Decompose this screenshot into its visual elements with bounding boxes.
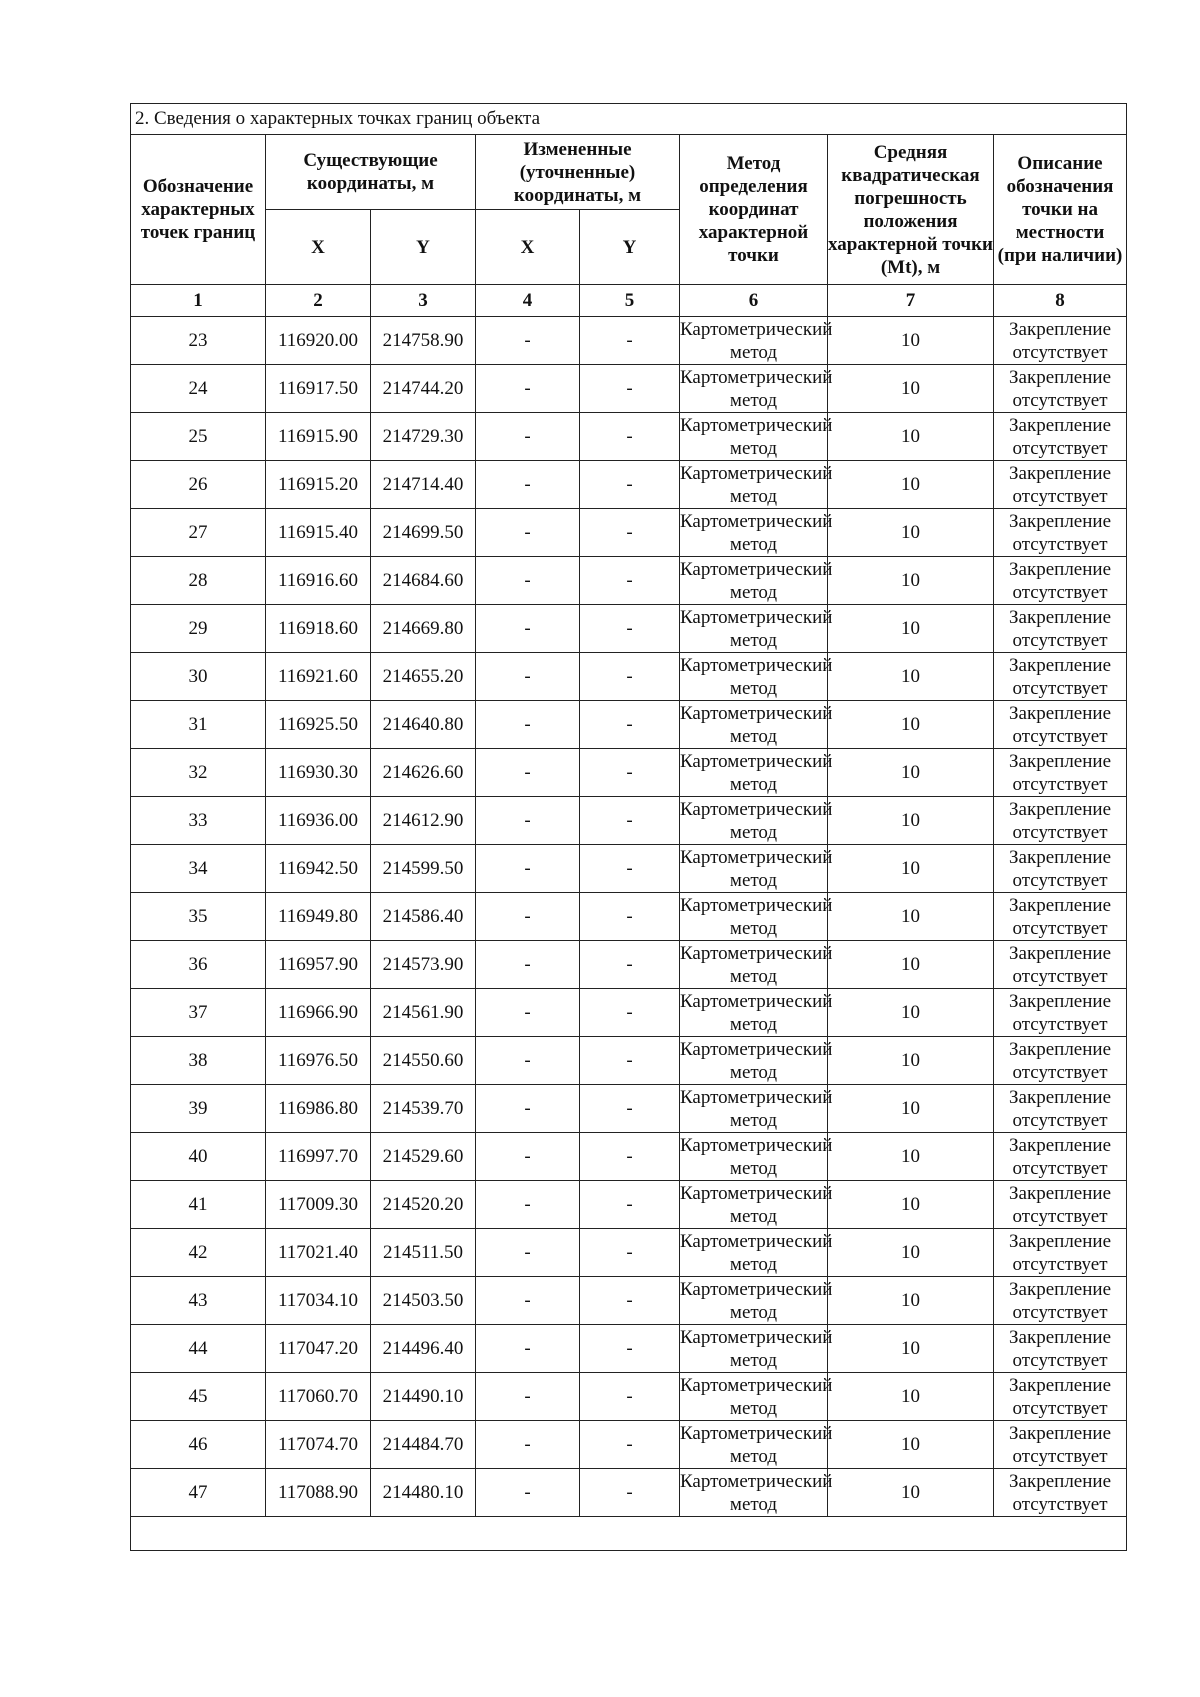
column-number: 1 [131, 285, 266, 317]
cell-error: 10 [828, 509, 994, 557]
cell-description: Закрепление отсутствует [994, 653, 1127, 701]
cell-point: 42 [131, 1229, 266, 1277]
cell-existing-y: 214586.40 [371, 893, 476, 941]
column-number: 8 [994, 285, 1127, 317]
cell-point: 36 [131, 941, 266, 989]
table-row [131, 893, 1127, 941]
table-row [131, 413, 1127, 461]
cell-method: Картометрический метод [680, 1326, 833, 1371]
column-number: 6 [680, 285, 828, 317]
cell-description: Закрепление отсутствует [994, 1421, 1127, 1469]
cell-changed-x: - [476, 701, 580, 749]
cell-changed-y: - [580, 1277, 680, 1325]
cell-error: 10 [828, 989, 994, 1037]
table-row [131, 941, 1127, 989]
cell-existing-y: 214640.80 [371, 701, 476, 749]
cell-changed-y: - [580, 1325, 680, 1373]
column-number: 3 [371, 285, 476, 317]
cell-point: 46 [131, 1421, 266, 1469]
cell-point: 24 [131, 365, 266, 413]
cell-point: 43 [131, 1277, 266, 1325]
table-row [131, 1133, 1127, 1181]
cell-method: Картометрический метод [680, 702, 833, 747]
table-row [131, 1277, 1127, 1325]
cell-existing-x: 116918.60 [266, 605, 371, 653]
table-row [131, 653, 1127, 701]
cell-existing-y: 214758.90 [371, 317, 476, 365]
table-body [131, 317, 1127, 1517]
cell-existing-x: 116917.50 [266, 365, 371, 413]
cell-method: Картометрический метод [680, 1374, 833, 1419]
cell-description: Закрепление отсутствует [994, 1229, 1127, 1277]
header-existing-coords: Существующие координаты, м [266, 135, 476, 210]
cell-existing-x: 116976.50 [266, 1037, 371, 1085]
cell-method: Картометрический метод [680, 558, 833, 603]
cell-existing-y: 214626.60 [371, 749, 476, 797]
cell-method: Картометрический метод [680, 1230, 833, 1275]
cell-existing-x: 116986.80 [266, 1085, 371, 1133]
cell-changed-x: - [476, 1421, 580, 1469]
table-row [131, 1469, 1127, 1517]
cell-changed-x: - [476, 1469, 580, 1517]
cell-changed-x: - [476, 749, 580, 797]
cell-point: 34 [131, 845, 266, 893]
cell-error: 10 [828, 1373, 994, 1421]
cell-error: 10 [828, 1133, 994, 1181]
table-row [131, 1085, 1127, 1133]
document-page [130, 103, 1126, 1551]
cell-point: 31 [131, 701, 266, 749]
cell-changed-x: - [476, 845, 580, 893]
cell-description: Закрепление отсутствует [994, 1037, 1127, 1085]
cell-error: 10 [828, 749, 994, 797]
cell-description: Закрепление отсутствует [994, 1133, 1127, 1181]
table-row [131, 1181, 1127, 1229]
cell-existing-x: 116936.00 [266, 797, 371, 845]
cell-description: Закрепление отсутствует [994, 701, 1127, 749]
cell-existing-y: 214699.50 [371, 509, 476, 557]
cell-description: Закрепление отсутствует [994, 413, 1127, 461]
cell-existing-x: 116920.00 [266, 317, 371, 365]
cell-description: Закрепление отсутствует [994, 1277, 1127, 1325]
cell-method: Картометрический метод [680, 1278, 833, 1323]
cell-changed-y: - [580, 1181, 680, 1229]
cell-changed-x: - [476, 1133, 580, 1181]
column-number: 7 [828, 285, 994, 317]
cell-existing-y: 214496.40 [371, 1325, 476, 1373]
table-row [131, 701, 1127, 749]
header-description: Описание обозначения точки на местности (при наличии) [994, 135, 1127, 285]
cell-changed-y: - [580, 1133, 680, 1181]
cell-existing-y: 214503.50 [371, 1277, 476, 1325]
cell-existing-y: 214573.90 [371, 941, 476, 989]
cell-changed-x: - [476, 797, 580, 845]
cell-error: 10 [828, 461, 994, 509]
cell-error: 10 [828, 413, 994, 461]
table-row [131, 797, 1127, 845]
cell-method: Картометрический метод [680, 318, 833, 363]
cell-description: Закрепление отсутствует [994, 1373, 1127, 1421]
cell-changed-y: - [580, 509, 680, 557]
cell-point: 45 [131, 1373, 266, 1421]
cell-point: 33 [131, 797, 266, 845]
cell-existing-y: 214511.50 [371, 1229, 476, 1277]
cell-error: 10 [828, 653, 994, 701]
cell-existing-x: 116915.20 [266, 461, 371, 509]
header-error: Средняя квадратическая погрешность положения характерной точки (Mt), м [828, 135, 994, 285]
header-point: Обозначение характерных точек границ [131, 135, 266, 285]
cell-changed-x: - [476, 1325, 580, 1373]
table-footer-empty [131, 1517, 1127, 1551]
table-row [131, 1229, 1127, 1277]
table-row [131, 1373, 1127, 1421]
cell-changed-y: - [580, 1469, 680, 1517]
cell-existing-y: 214539.70 [371, 1085, 476, 1133]
cell-point: 29 [131, 605, 266, 653]
cell-method: Картометрический метод [680, 1086, 833, 1131]
table-row [131, 365, 1127, 413]
cell-changed-y: - [580, 1421, 680, 1469]
header-existing-x: X [266, 210, 371, 285]
cell-existing-x: 116942.50 [266, 845, 371, 893]
cell-method: Картометрический метод [680, 990, 833, 1035]
cell-changed-y: - [580, 605, 680, 653]
cell-changed-x: - [476, 989, 580, 1037]
cell-changed-y: - [580, 749, 680, 797]
cell-existing-x: 116915.90 [266, 413, 371, 461]
cell-method: Картометрический метод [680, 1134, 833, 1179]
cell-error: 10 [828, 1277, 994, 1325]
cell-existing-x: 117047.20 [266, 1325, 371, 1373]
cell-description: Закрепление отсутствует [994, 845, 1127, 893]
cell-description: Закрепление отсутствует [994, 557, 1127, 605]
cell-error: 10 [828, 797, 994, 845]
cell-description: Закрепление отсутствует [994, 1085, 1127, 1133]
cell-error: 10 [828, 605, 994, 653]
cell-changed-x: - [476, 509, 580, 557]
cell-existing-y: 214484.70 [371, 1421, 476, 1469]
boundary-points-table [130, 103, 1127, 1551]
header-changed-coords: Измененные (уточненные) координаты, м [476, 135, 680, 210]
cell-error: 10 [828, 1181, 994, 1229]
cell-method: Картометрический метод [680, 942, 833, 987]
table-row [131, 989, 1127, 1037]
cell-description: Закрепление отсутствует [994, 1181, 1127, 1229]
cell-method: Картометрический метод [680, 366, 833, 411]
cell-method: Картометрический метод [680, 510, 833, 555]
cell-existing-x: 116997.70 [266, 1133, 371, 1181]
cell-point: 32 [131, 749, 266, 797]
cell-method: Картометрический метод [680, 750, 833, 795]
column-number: 2 [266, 285, 371, 317]
cell-existing-y: 214490.10 [371, 1373, 476, 1421]
cell-error: 10 [828, 1469, 994, 1517]
cell-existing-y: 214669.80 [371, 605, 476, 653]
cell-existing-y: 214561.90 [371, 989, 476, 1037]
cell-point: 44 [131, 1325, 266, 1373]
cell-description: Закрепление отсутствует [994, 749, 1127, 797]
cell-method: Картометрический метод [680, 462, 833, 507]
cell-existing-x: 116949.80 [266, 893, 371, 941]
cell-existing-x: 117088.90 [266, 1469, 371, 1517]
table-row [131, 461, 1127, 509]
cell-point: 41 [131, 1181, 266, 1229]
cell-error: 10 [828, 701, 994, 749]
cell-existing-x: 116916.60 [266, 557, 371, 605]
cell-existing-y: 214684.60 [371, 557, 476, 605]
cell-changed-x: - [476, 461, 580, 509]
cell-point: 26 [131, 461, 266, 509]
cell-error: 10 [828, 557, 994, 605]
cell-changed-x: - [476, 1373, 580, 1421]
cell-description: Закрепление отсутствует [994, 797, 1127, 845]
cell-description: Закрепление отсутствует [994, 365, 1127, 413]
cell-point: 28 [131, 557, 266, 605]
cell-existing-y: 214612.90 [371, 797, 476, 845]
cell-error: 10 [828, 317, 994, 365]
cell-changed-y: - [580, 893, 680, 941]
table-row [131, 749, 1127, 797]
table-row [131, 605, 1127, 653]
cell-changed-y: - [580, 557, 680, 605]
cell-method: Картометрический метод [680, 894, 833, 939]
cell-description: Закрепление отсутствует [994, 1469, 1127, 1517]
cell-method: Картометрический метод [680, 414, 833, 459]
cell-changed-x: - [476, 1085, 580, 1133]
header-existing-y: Y [371, 210, 476, 285]
cell-existing-x: 116925.50 [266, 701, 371, 749]
cell-changed-x: - [476, 1277, 580, 1325]
cell-existing-x: 116957.90 [266, 941, 371, 989]
cell-existing-x: 116921.60 [266, 653, 371, 701]
cell-description: Закрепление отсутствует [994, 893, 1127, 941]
cell-existing-y: 214480.10 [371, 1469, 476, 1517]
cell-method: Картометрический метод [680, 846, 833, 891]
cell-existing-y: 214520.20 [371, 1181, 476, 1229]
cell-method: Картометрический метод [680, 1182, 833, 1227]
cell-changed-x: - [476, 893, 580, 941]
cell-changed-y: - [580, 1085, 680, 1133]
cell-changed-x: - [476, 365, 580, 413]
cell-changed-y: - [580, 797, 680, 845]
column-number-row [131, 285, 1127, 317]
cell-changed-x: - [476, 1229, 580, 1277]
cell-changed-y: - [580, 413, 680, 461]
cell-point: 38 [131, 1037, 266, 1085]
cell-description: Закрепление отсутствует [994, 941, 1127, 989]
cell-error: 10 [828, 845, 994, 893]
cell-changed-y: - [580, 989, 680, 1037]
cell-existing-x: 117074.70 [266, 1421, 371, 1469]
cell-method: Картометрический метод [680, 798, 833, 843]
cell-existing-x: 117060.70 [266, 1373, 371, 1421]
table-row [131, 845, 1127, 893]
cell-method: Картометрический метод [680, 1470, 833, 1515]
cell-changed-y: - [580, 461, 680, 509]
cell-error: 10 [828, 893, 994, 941]
cell-point: 35 [131, 893, 266, 941]
table-row [131, 557, 1127, 605]
cell-changed-x: - [476, 317, 580, 365]
cell-existing-x: 117021.40 [266, 1229, 371, 1277]
cell-point: 39 [131, 1085, 266, 1133]
cell-point: 37 [131, 989, 266, 1037]
cell-changed-x: - [476, 1037, 580, 1085]
column-number: 5 [580, 285, 680, 317]
cell-error: 10 [828, 365, 994, 413]
cell-existing-y: 214529.60 [371, 1133, 476, 1181]
cell-point: 25 [131, 413, 266, 461]
cell-existing-y: 214655.20 [371, 653, 476, 701]
table-row [131, 509, 1127, 557]
cell-error: 10 [828, 941, 994, 989]
cell-error: 10 [828, 1085, 994, 1133]
cell-changed-y: - [580, 1037, 680, 1085]
cell-existing-x: 116930.30 [266, 749, 371, 797]
cell-error: 10 [828, 1421, 994, 1469]
table-row [131, 1325, 1127, 1373]
cell-existing-x: 116915.40 [266, 509, 371, 557]
cell-existing-y: 214744.20 [371, 365, 476, 413]
cell-error: 10 [828, 1037, 994, 1085]
header-changed-x: X [476, 210, 580, 285]
cell-changed-y: - [580, 1373, 680, 1421]
cell-method: Картометрический метод [680, 1038, 833, 1083]
cell-existing-x: 116966.90 [266, 989, 371, 1037]
header-changed-y: Y [580, 210, 680, 285]
cell-changed-y: - [580, 653, 680, 701]
cell-point: 40 [131, 1133, 266, 1181]
cell-description: Закрепление отсутствует [994, 317, 1127, 365]
cell-changed-y: - [580, 1229, 680, 1277]
table-row [131, 1421, 1127, 1469]
cell-changed-y: - [580, 365, 680, 413]
cell-existing-y: 214729.30 [371, 413, 476, 461]
column-number: 4 [476, 285, 580, 317]
cell-description: Закрепление отсутствует [994, 989, 1127, 1037]
cell-existing-y: 214550.60 [371, 1037, 476, 1085]
cell-description: Закрепление отсутствует [994, 1325, 1127, 1373]
cell-changed-x: - [476, 653, 580, 701]
cell-changed-y: - [580, 845, 680, 893]
cell-changed-y: - [580, 701, 680, 749]
cell-changed-x: - [476, 1181, 580, 1229]
cell-changed-x: - [476, 413, 580, 461]
cell-existing-y: 214714.40 [371, 461, 476, 509]
cell-changed-x: - [476, 557, 580, 605]
cell-point: 23 [131, 317, 266, 365]
cell-point: 47 [131, 1469, 266, 1517]
cell-method: Картометрический метод [680, 1422, 833, 1467]
cell-error: 10 [828, 1325, 994, 1373]
cell-description: Закрепление отсутствует [994, 509, 1127, 557]
header-method: Метод определения координат характерной точки [680, 135, 828, 285]
cell-existing-x: 117009.30 [266, 1181, 371, 1229]
cell-existing-y: 214599.50 [371, 845, 476, 893]
cell-point: 30 [131, 653, 266, 701]
cell-method: Картометрический метод [680, 654, 833, 699]
cell-existing-x: 117034.10 [266, 1277, 371, 1325]
cell-error: 10 [828, 1229, 994, 1277]
table-row [131, 1037, 1127, 1085]
cell-description: Закрепление отсутствует [994, 605, 1127, 653]
cell-method: Картометрический метод [680, 606, 833, 651]
cell-changed-y: - [580, 941, 680, 989]
table-row [131, 317, 1127, 365]
cell-description: Закрепление отсутствует [994, 461, 1127, 509]
table-caption: 2. Сведения о характерных точках границ объекта [131, 104, 1127, 135]
cell-changed-x: - [476, 605, 580, 653]
cell-changed-y: - [580, 317, 680, 365]
cell-point: 27 [131, 509, 266, 557]
cell-changed-x: - [476, 941, 580, 989]
